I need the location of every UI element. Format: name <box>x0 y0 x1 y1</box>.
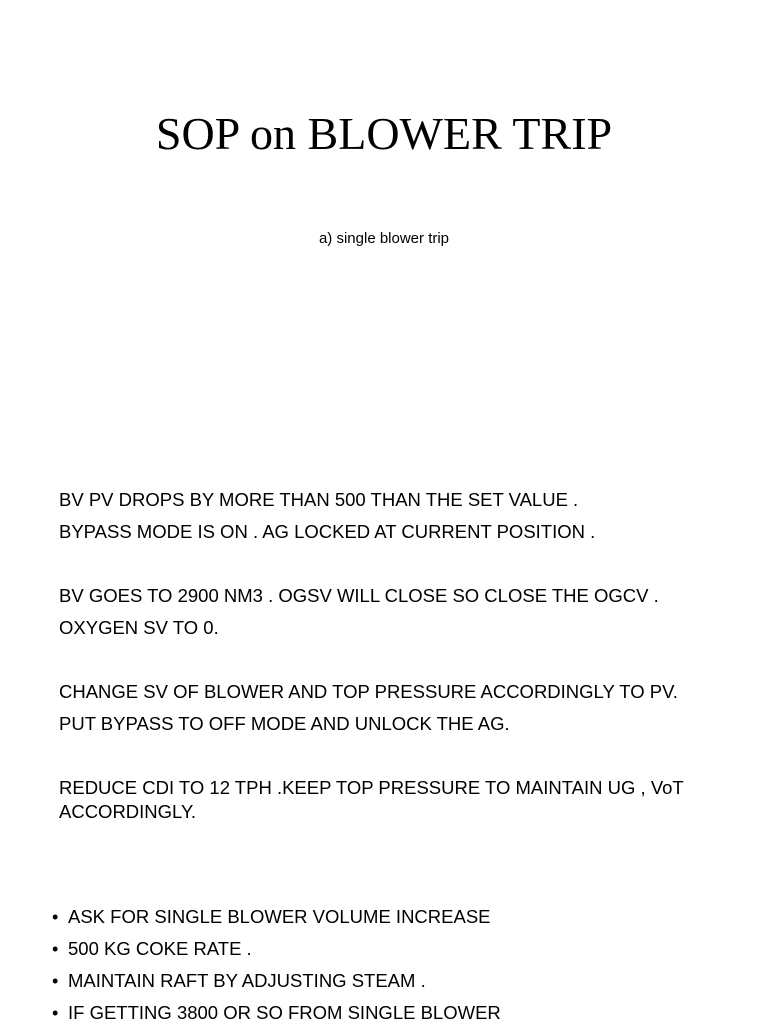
paragraph-line: CHANGE SV OF BLOWER AND TOP PRESSURE ACCORDINGLY TO PV. <box>59 681 678 702</box>
paragraph-line: PUT BYPASS TO OFF MODE AND UNLOCK THE AG. <box>59 713 510 734</box>
subtitle: a) single blower trip <box>318 230 450 247</box>
bullet-icon: • <box>52 971 59 991</box>
paragraph-line: BV GOES TO 2900 NM3 . OGSV WILL CLOSE SO CLOSE THE OGCV . <box>59 585 659 606</box>
paragraph-line: BV PV DROPS BY MORE THAN 500 THAN THE SET VALUE . <box>59 489 579 510</box>
bullet-icon: • <box>52 907 59 927</box>
list-item-text: ASK FOR SINGLE BLOWER VOLUME INCREASE <box>68 906 491 927</box>
list-item-text: 500 KG COKE RATE . <box>68 938 252 959</box>
paragraph-block-2 <box>59 580 719 644</box>
paragraph-block-3 <box>59 676 719 740</box>
list-item <box>52 901 732 933</box>
page-title: SOP on BLOWER TRIP <box>155 108 613 159</box>
list-item-text: IF GETTING 3800 OR SO FROM SINGLE BLOWER <box>68 1002 501 1023</box>
bullet-icon: • <box>52 939 59 959</box>
bullet-icon: • <box>52 1003 59 1023</box>
paragraph-block-4 <box>59 776 699 824</box>
list-item <box>52 965 732 997</box>
list-item <box>52 997 732 1029</box>
paragraph-line: OXYGEN SV TO 0. <box>59 617 219 638</box>
paragraph-line: REDUCE CDI TO 12 TPH .KEEP TOP PRESSURE TO MAINTAIN UG , VoT ACCORDINGLY. <box>59 777 684 822</box>
paragraph-block-1 <box>59 484 719 548</box>
bullet-list <box>52 901 732 1029</box>
list-item <box>52 933 732 965</box>
paragraph-line: BYPASS MODE IS ON . AG LOCKED AT CURRENT POSITION . <box>59 521 596 542</box>
list-item-text: MAINTAIN RAFT BY ADJUSTING STEAM . <box>68 970 426 991</box>
